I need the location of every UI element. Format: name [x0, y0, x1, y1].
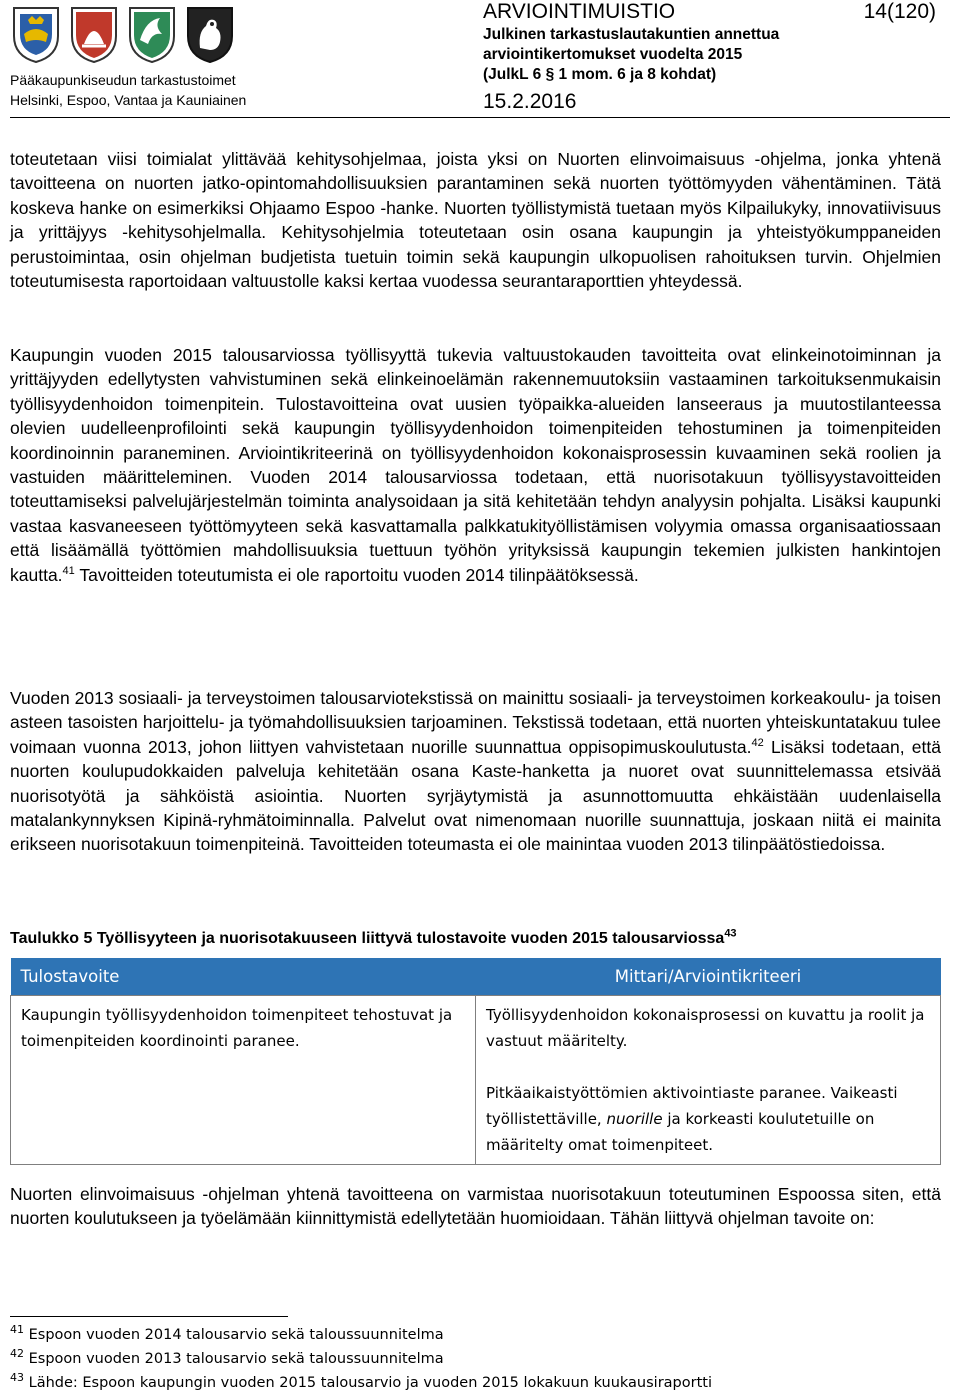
table-header-row [11, 958, 941, 996]
paragraph-social-health-text: Vuoden 2013 sosiaali- ja terveystoimen talousarviotekstissä on mainittu sosiaali- ja terveystoimen korkeakoulu- ja toisen asteen tasoisten harjoittelu- ja työmahdollisuuksien tarjoaminen. Tekstissä todetaan, että nuorten yhteiskuntatakuu tulee voimaan vuonna 2013, johon liittyen vahvistetaan nuorille suunnattua oppisopimuskoulutusta. [10, 688, 941, 757]
paragraph-social-health-tail: Lisäksi todetaan, että nuorten koulupudokkaiden palveluja kehitetään osana Kaste-hanketta ja nuoret ovat suunnittelemassa etsivää nuorisotyötä ja sähköistä asiointia. Nuorten syrjäytymistä ja asunnottomuutta ehkäistään uudenlaisella matalankynnyksen Kipinä-ryhmätoiminnalla. Palvelut ovat nimenomaan nuorille suunnattuja, joskaan niitä ei mainita erikseen nuorisotakuun toimenpiteinä. Tavoitteiden toteumasta ei ole mainintaa vuoden 2013 tilinpäätöstiedoissa. [10, 736, 941, 855]
document-date: 15.2.2016 [483, 90, 577, 113]
footnote-ref-43[interactable]: 43 [724, 927, 737, 940]
measure-text-2-end: ja korkeasti koulutetuille on määritelty omat toimenpiteet. [486, 1110, 875, 1154]
header-divider [10, 117, 950, 118]
publicity-note-line2: arviointikertomukset vuodelta 2015 [483, 46, 743, 63]
page-number: 14(120) [863, 0, 936, 23]
measure-text-1: Työllisyydenhoidon kokonaisprosessi on kuvattu ja roolit ja vastuut määritelty. [486, 1006, 925, 1050]
paragraph-social-health-2013 [10, 686, 941, 857]
footnote-number: 41 [10, 1323, 24, 1337]
paragraph-budget-2015 [10, 343, 941, 587]
table-caption [10, 927, 737, 948]
paragraph-budget-2015-tail: Tavoitteiden toteutumista ei ole raportoitu vuoden 2014 tilinpäätöksessä. [74, 564, 639, 585]
paragraph-budget-2015-text: Kaupungin vuoden 2015 talousarviossa työllisyyttä tukevia valtuustokauden tavoitteita ovat elinkeinotoiminnan ja yrittäjyyden edellytysten vahvistuminen sekä elinkeinoelämän rakennemuutoksiin vastaaminen tarkoituksenmukaisin työllisyydenhoidon toimenpitein. Tulostavoitteina ovat uusien työpaikka-alueiden lanseeraus ja muutostilanteessa olevien uudelleenprofilointi sekä kaupungin työllisyydenhoidon toimenpiteiden tehostuminen ja toimenpiteiden koordinoinnin paraneminen. Arviointikriteerinä on työllisyydenhoidon kokonaisprosessin kuvaaminen sekä roolien ja vastuiden määritteleminen. Vuoden 2014 talousarviossa todetaan, että nuorisotakuun työllisyystavoitteiden toteuttamiseksi palvelujärjestelmän toiminta analysoidaan ja sitä kehitetään tehdyn analyysin pohjalta. Lisäksi kaupunki vastaa kasvaneeseen työttömyyteen sekä kasvattamalla palkkatukityöllistämisen volyymia omassa organisaatiossaan että lisäämällä työttömien mahdollisuuksia tuettuun työhön yrityksissä kaupungin tekemien julkisten hankintojen kautta. [10, 345, 941, 585]
footnote-number: 42 [10, 1347, 24, 1361]
column-header-measure: Mittari/Arviointikriteeri [476, 958, 941, 996]
vantaa-crest-icon [126, 4, 178, 64]
footnote-number: 43 [10, 1371, 24, 1385]
table-row [11, 996, 941, 1165]
paragraph-youth-program-goal: Nuorten elinvoimaisuus -ohjelman yhtenä tavoitteena on varmistaa nuorisotakuun toteutuminen Espoossa siten, että nuorten koulutukseen ja työelämään kiinnittymistä edellytetään huomioidaan. Tähän liittyvä ohjelman tavoite on: [10, 1184, 941, 1229]
publicity-note-line1: Julkinen tarkastuslautakuntien annettua [483, 26, 780, 43]
publicity-note-line3: (JulkL 6 § 1 mom. 6 ja 8 kohdat) [483, 66, 717, 83]
paragraph-development-programs: toteutetaan viisi toimialat ylittävää kehitysohjelmaa, joista yksi on Nuorten elinvoimaisuus -ohjelma, jonka yhtenä tavoitteena on nuorten jatko-opintomahdollisuuksien parantaminen sekä nuorten työttömyyden vähentäminen. Tätä koskeva hanke on esimerkiksi Ohjaamo Espoo -hanke. Nuorten työllistymistä tuetaan myös Kilpailukyky, innovatiivisuus ja yrittäjyys -kehitysohjelmalla. Kehitysohjelmia toteutetaan osin osana kaupungin ja yhteistyökumppaneiden perustoimintaa, osin ohjelman budjetista tuetuin toimin sekä kaupungin ulkopuolisen rahoituksen turvin. Ohjelmien toteutumisesta raportoidaan valtuustolle kaksi kertaa vuodessa seurantaraporttien yhteydessä. [10, 149, 941, 292]
column-header-goal: Tulostavoite [11, 958, 476, 996]
footnote-ref-42[interactable]: 42 [751, 736, 764, 749]
table-caption-text: Taulukko 5 Työllisyyteen ja nuorisotakuuseen liittyvä tulostavoite vuoden 2015 talousarviossa [10, 930, 725, 947]
result-goal-table [10, 958, 941, 1165]
espoo-crest-icon [68, 4, 120, 64]
footnote-text: Lähde: Espoon kaupungin vuoden 2015 talousarvio ja vuoden 2015 lokakuun kuukausiraportti [28, 1375, 712, 1391]
municipal-crests [10, 4, 242, 66]
document-type: ARVIOINTIMUISTIO [483, 0, 676, 23]
kauniainen-crest-icon [184, 4, 236, 64]
goal-text: Kaupungin työllisyydenhoidon toimenpiteet tehostuvat ja toimenpiteiden koordinointi paranee. [21, 1006, 453, 1050]
footnote-42 [10, 1347, 444, 1368]
helsinki-crest-icon [10, 4, 62, 64]
org-cities: Helsinki, Espoo, Vantaa ja Kauniainen [10, 92, 247, 108]
table-cell-measure [476, 996, 941, 1165]
org-name: Pääkaupunkiseudun tarkastustoimet [10, 72, 236, 88]
footnote-text: Espoon vuoden 2013 talousarvio sekä taloussuunnitelma [28, 1351, 444, 1367]
footnote-41 [10, 1323, 444, 1344]
footnote-43 [10, 1371, 712, 1392]
measure-text-2 [486, 1080, 930, 1158]
footnote-divider [10, 1316, 288, 1317]
measure-text-2-emphasis: nuorille [606, 1110, 663, 1128]
footnote-text: Espoon vuoden 2014 talousarvio sekä taloussuunnitelma [28, 1327, 444, 1343]
measure-text-2-start: Pitkäaikaistyöttömien aktivointiaste paranee. Vaikeasti työllistettäville, [486, 1084, 898, 1128]
table-cell-goal [11, 996, 476, 1165]
footnote-ref-41[interactable]: 41 [62, 564, 75, 577]
